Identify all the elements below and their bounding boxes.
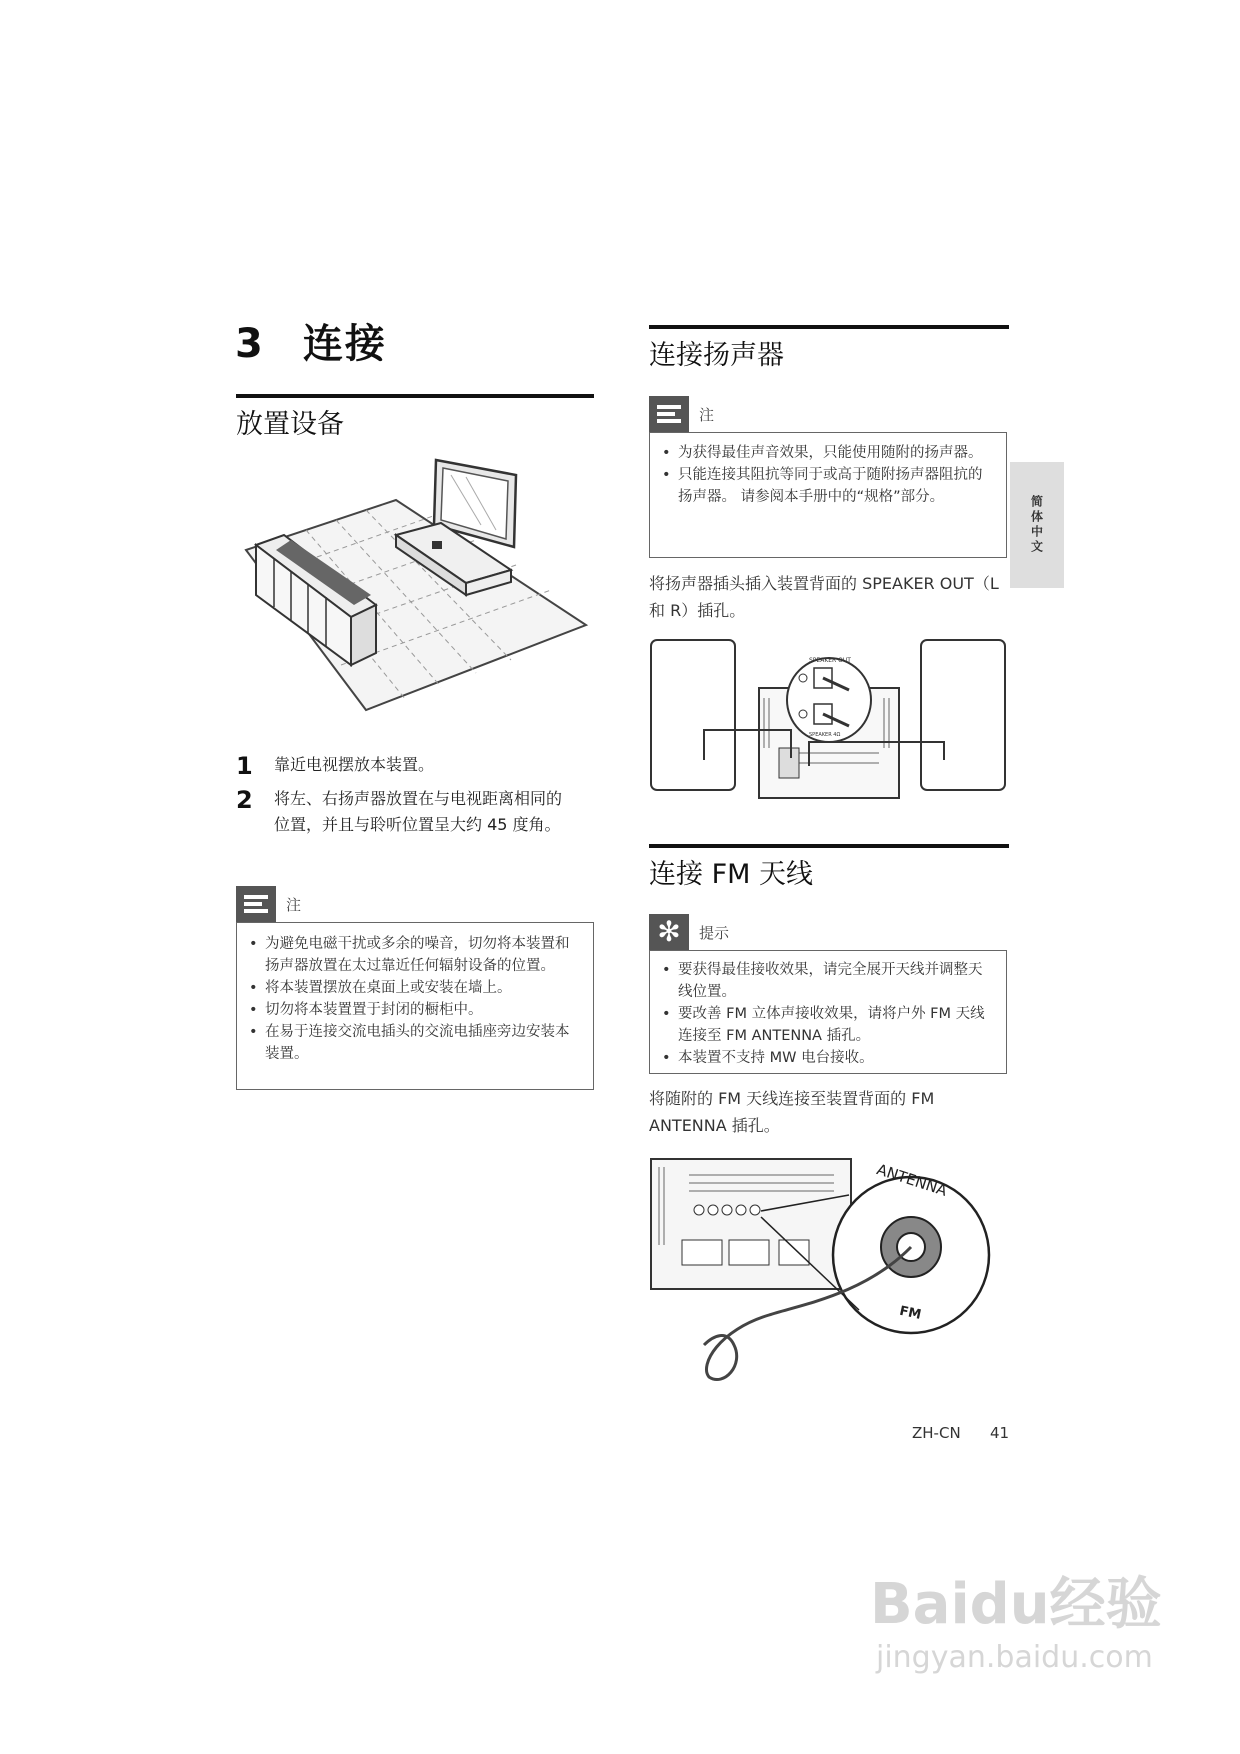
fm-label: FM xyxy=(898,1303,923,1323)
note-box xyxy=(236,922,594,1090)
step-list xyxy=(236,752,586,838)
speaker-out-label: SPEAKER OUT xyxy=(809,657,851,664)
tip-header xyxy=(649,914,729,950)
note-header xyxy=(649,396,714,432)
chapter-heading xyxy=(235,312,387,369)
watermark-url: jingyan.baidu.com xyxy=(876,1640,1153,1675)
note-item: • 切勿将本装置置于封闭的橱柜中。 xyxy=(249,999,581,1021)
section-title-speakers: 连接扬声器 xyxy=(649,340,784,371)
note-label: 注 xyxy=(699,405,715,424)
note-item: • 将本装置摆放在桌面上或安装在墙上。 xyxy=(249,977,581,999)
note-label: 注 xyxy=(286,895,302,914)
note-icon xyxy=(236,886,276,922)
antenna-label: ANTENNA xyxy=(874,1160,950,1200)
note-header xyxy=(236,886,301,922)
step-number: 1 xyxy=(236,752,253,780)
chapter-number: 3 xyxy=(235,321,265,367)
tip-label: 提示 xyxy=(699,923,730,942)
note-box xyxy=(649,432,1007,558)
note-icon xyxy=(649,396,689,432)
language-side-tab xyxy=(1010,462,1064,588)
section-title-placement: 放置设备 xyxy=(236,409,344,440)
step-item xyxy=(236,752,586,780)
speaker-instruction: 将扬声器插头插入装置背面的 SPEAKER OUT（L 和 R）插孔。 xyxy=(649,574,999,620)
page-number: 41 xyxy=(990,1424,1010,1442)
watermark-brand: Baidu经验 xyxy=(870,1572,1162,1637)
section-rule-speakers xyxy=(649,325,1009,329)
tip-item: • 要获得最佳接收效果，请完全展开天线并调整天线位置。 xyxy=(662,959,994,1003)
step-text: 靠近电视摆放本装置。 xyxy=(274,755,435,774)
step-text: 将左、右扬声器放置在与电视距离相同的位置，并且与聆听位置呈大约 45 度角。 xyxy=(274,789,563,834)
chapter-title: 连接 xyxy=(302,321,387,367)
section-title-fm: 连接 FM 天线 xyxy=(649,859,813,890)
note-item: • 只能连接其阻抗等同于或高于随附扬声器阻抗的扬声器。 请参阅本手册中的“规格”部分。 xyxy=(662,464,994,508)
note-item: • 为获得最佳声音效果，只能使用随附的扬声器。 xyxy=(662,442,994,464)
footer-lang: ZH-CN xyxy=(912,1424,961,1442)
tip-item: • 本装置不支持 MW 电台接收。 xyxy=(662,1047,994,1069)
note-item: • 为避免电磁干扰或多余的噪音，切勿将本装置和扬声器放置在太过靠近任何辐射设备的位置。 xyxy=(249,933,581,977)
room-placement-illustration xyxy=(236,455,596,725)
fm-instruction: 将随附的 FM 天线连接至装置背面的 FM ANTENNA 插孔。 xyxy=(649,1089,935,1135)
language-tab-label: 简体中文 xyxy=(1029,495,1044,555)
watermark xyxy=(870,1560,1162,1675)
section-rule-placement xyxy=(236,394,594,398)
step-item xyxy=(236,786,586,838)
section-rule-fm xyxy=(649,844,1009,848)
speaker-ohm-label: SPEAKER 4Ω xyxy=(809,732,841,738)
fm-antenna-diagram xyxy=(649,1155,1009,1385)
speaker-connection-diagram xyxy=(649,638,1009,800)
tip-box xyxy=(649,950,1007,1074)
tip-item: • 要改善 FM 立体声接收效果，请将户外 FM 天线连接至 FM ANTENNA 插孔。 xyxy=(662,1003,994,1047)
step-number: 2 xyxy=(236,786,253,814)
tip-icon: ✻ xyxy=(649,914,689,950)
note-item: • 在易于连接交流电插头的交流电插座旁边安装本装置。 xyxy=(249,1021,581,1065)
